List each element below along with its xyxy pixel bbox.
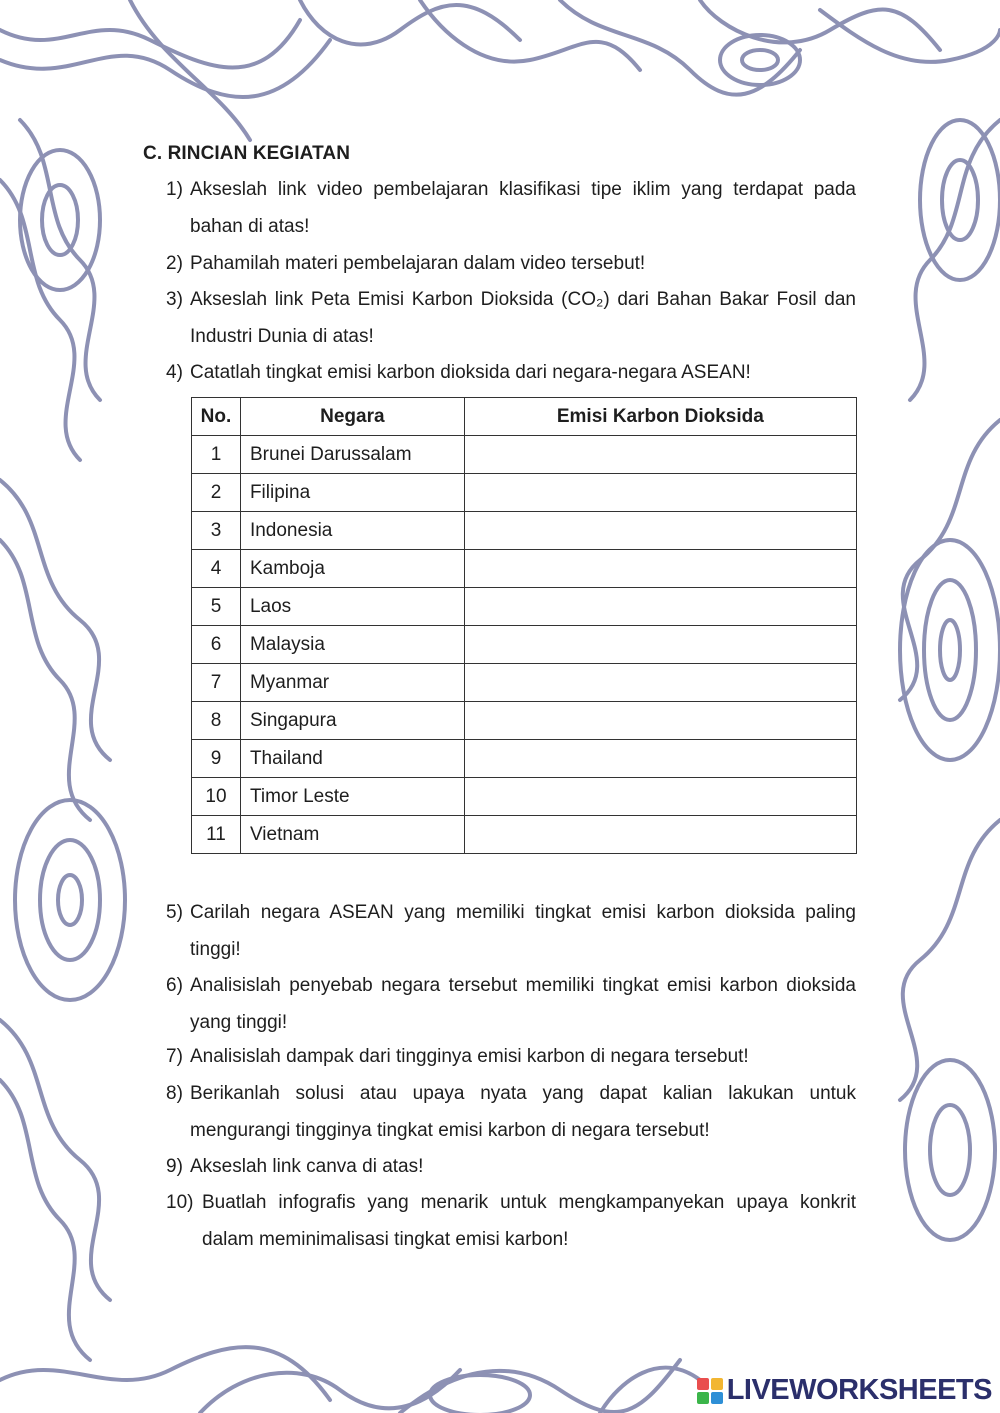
row-number: 2 — [192, 474, 241, 512]
instruction-item — [166, 1038, 856, 1075]
logo-tile-red — [697, 1378, 709, 1390]
emission-answer-cell[interactable] — [464, 436, 856, 474]
table-row — [192, 816, 857, 854]
logo-tile-blue — [711, 1392, 723, 1404]
emission-table — [191, 397, 857, 854]
watermark-text: LIVEWORKSHEETS — [726, 1374, 992, 1406]
row-number: 5 — [192, 588, 241, 626]
section-heading: C. RINCIAN KEGIATAN — [143, 143, 351, 164]
emission-answer-cell[interactable] — [464, 626, 856, 664]
liveworksheets-logo-icon — [697, 1378, 723, 1404]
column-header-emisi: Emisi Karbon Dioksida — [464, 398, 856, 436]
table-row — [192, 474, 857, 512]
table-row — [192, 778, 857, 816]
country-name: Timor Leste — [240, 778, 464, 816]
instruction-text: Akseslah link Peta Emisi Karbon Dioksida (CO₂) dari Bahan Bakar Fosil dan Industri Dunia di atas! — [190, 289, 856, 347]
country-name: Singapura — [240, 702, 464, 740]
table-row — [192, 550, 857, 588]
instruction-text: Catatlah tingkat emisi karbon dioksida dari negara-negara ASEAN! — [190, 362, 751, 383]
instruction-item — [166, 171, 856, 245]
table-row — [192, 626, 857, 664]
row-number: 6 — [192, 626, 241, 664]
table-row — [192, 436, 857, 474]
instruction-text: Buatlah infografis yang menarik untuk mengkampanyekan upaya konkrit dalam meminimalisasi tingkat emisi karbon! — [202, 1192, 856, 1250]
country-name: Kamboja — [240, 550, 464, 588]
instruction-item — [166, 245, 856, 282]
row-number: 10 — [192, 778, 241, 816]
instruction-number: 9) — [166, 1156, 183, 1177]
instruction-text: Berikanlah solusi atau upaya nyata yang dapat kalian lakukan untuk mengurangi tingginya tingkat emisi karbon di negara tersebut! — [190, 1083, 856, 1141]
instruction-item — [166, 894, 856, 968]
instruction-number: 7) — [166, 1046, 183, 1067]
emission-answer-cell[interactable] — [464, 778, 856, 816]
instruction-text: Analisislah penyebab negara tersebut memiliki tingkat emisi karbon dioksida yang tinggi! — [190, 975, 856, 1033]
country-name: Brunei Darussalam — [240, 436, 464, 474]
table-row — [192, 588, 857, 626]
instruction-number: 8) — [166, 1083, 183, 1104]
instruction-number: 4) — [166, 362, 183, 383]
instruction-number: 5) — [166, 902, 183, 923]
country-name: Indonesia — [240, 512, 464, 550]
country-name: Vietnam — [240, 816, 464, 854]
row-number: 1 — [192, 436, 241, 474]
instruction-text: Carilah negara ASEAN yang memiliki tingkat emisi karbon dioksida paling tinggi! — [190, 902, 856, 960]
liveworksheets-watermark — [697, 1374, 992, 1407]
emission-answer-cell[interactable] — [464, 740, 856, 778]
instruction-text: Akseslah link video pembelajaran klasifikasi tipe iklim yang terdapat pada bahan di atas! — [190, 179, 856, 237]
row-number: 8 — [192, 702, 241, 740]
instruction-item — [166, 967, 856, 1041]
logo-tile-green — [697, 1392, 709, 1404]
row-number: 7 — [192, 664, 241, 702]
country-name: Laos — [240, 588, 464, 626]
instruction-text: Analisislah dampak dari tingginya emisi karbon di negara tersebut! — [190, 1046, 749, 1067]
instruction-item — [166, 1075, 856, 1149]
row-number: 4 — [192, 550, 241, 588]
instruction-item — [166, 281, 856, 355]
emission-answer-cell[interactable] — [464, 816, 856, 854]
instruction-number: 3) — [166, 289, 183, 310]
row-number: 11 — [192, 816, 241, 854]
emission-answer-cell[interactable] — [464, 588, 856, 626]
country-name: Thailand — [240, 740, 464, 778]
instruction-text: Akseslah link canva di atas! — [190, 1156, 424, 1177]
logo-tile-yellow — [711, 1378, 723, 1390]
country-name: Malaysia — [240, 626, 464, 664]
emission-answer-cell[interactable] — [464, 512, 856, 550]
emission-answer-cell[interactable] — [464, 474, 856, 512]
table-row — [192, 702, 857, 740]
table-row — [192, 664, 857, 702]
country-name: Filipina — [240, 474, 464, 512]
table-header-row — [192, 398, 857, 436]
column-header-no: No. — [192, 398, 241, 436]
row-number: 3 — [192, 512, 241, 550]
emission-answer-cell[interactable] — [464, 550, 856, 588]
row-number: 9 — [192, 740, 241, 778]
country-name: Myanmar — [240, 664, 464, 702]
instruction-number: 1) — [166, 179, 183, 200]
column-header-negara: Negara — [240, 398, 464, 436]
instruction-item — [166, 1184, 856, 1258]
emission-answer-cell[interactable] — [464, 702, 856, 740]
instruction-item — [166, 354, 856, 391]
instruction-number: 6) — [166, 975, 183, 996]
instruction-number: 2) — [166, 253, 183, 274]
instruction-text: Pahamilah materi pembelajaran dalam video tersebut! — [190, 253, 646, 274]
table-row — [192, 512, 857, 550]
emission-answer-cell[interactable] — [464, 664, 856, 702]
instruction-item — [166, 1148, 856, 1185]
table-row — [192, 740, 857, 778]
instruction-number: 10) — [166, 1192, 194, 1213]
